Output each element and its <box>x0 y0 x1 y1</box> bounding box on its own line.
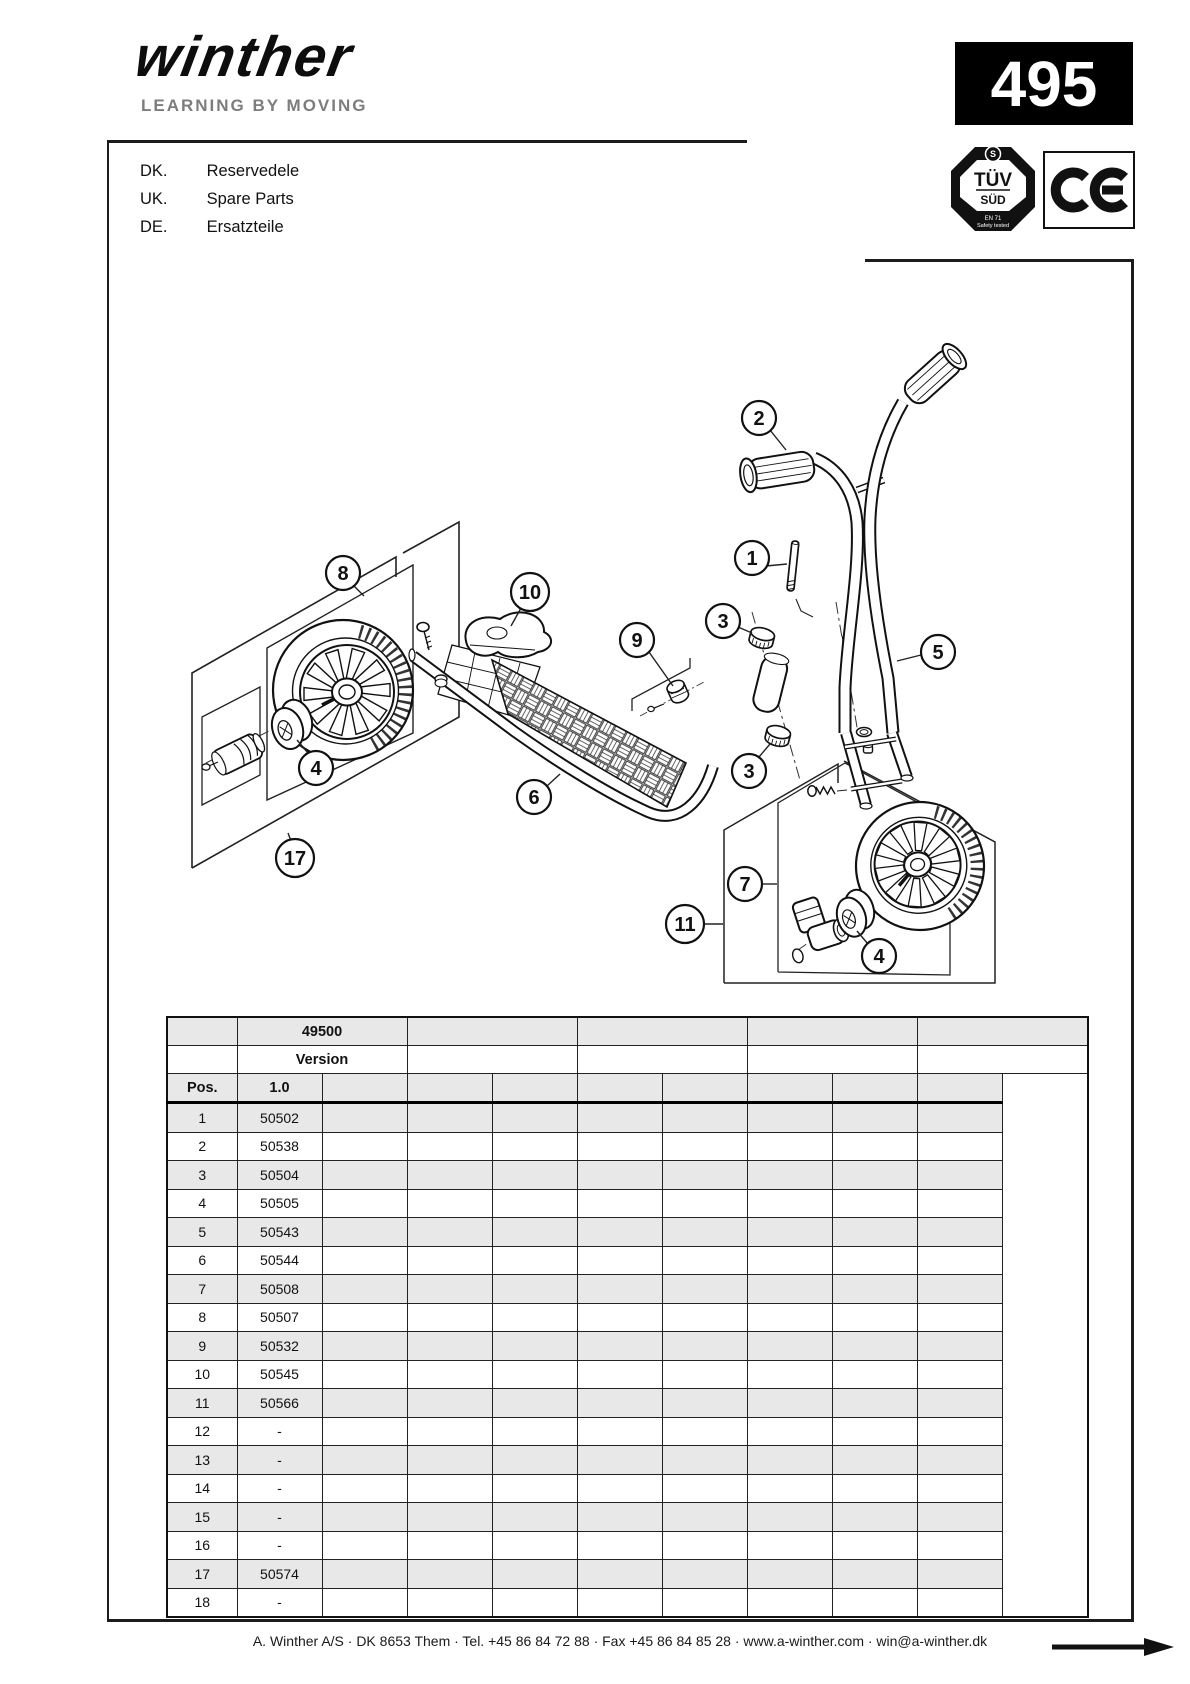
empty-cell <box>577 1046 747 1074</box>
pos-cell: 10 <box>167 1360 237 1389</box>
page-number-box <box>955 42 1133 125</box>
lang-label: Reservedele <box>206 162 300 180</box>
empty-cell <box>577 1074 662 1103</box>
table-row <box>167 1531 1088 1560</box>
frame-border-top <box>107 140 747 143</box>
part-cell: 50504 <box>237 1161 322 1190</box>
head-nut <box>435 675 447 687</box>
part-cell: 50502 <box>237 1103 322 1133</box>
callout-4-rear <box>299 751 333 785</box>
svg-text:4: 4 <box>873 946 885 968</box>
pin-leader-line <box>796 599 813 617</box>
callout-11 <box>666 905 704 943</box>
part-cell: 50543 <box>237 1218 322 1247</box>
svg-text:11: 11 <box>674 914 696 936</box>
lang-row-dk <box>140 162 299 181</box>
table-row <box>167 1132 1088 1161</box>
empty-cell <box>832 1074 917 1103</box>
part-cell: - <box>237 1503 322 1532</box>
table-row <box>167 1189 1088 1218</box>
table-row <box>167 1275 1088 1304</box>
table-row <box>167 1503 1088 1532</box>
part-cell: - <box>237 1417 322 1446</box>
table-row-version-label <box>167 1046 1088 1074</box>
empty-cell <box>492 1074 577 1103</box>
part-cell: 50532 <box>237 1332 322 1361</box>
empty-cell <box>577 1017 747 1046</box>
lang-label: Ersatzteile <box>206 218 284 236</box>
footer-arrow-icon <box>1052 1638 1174 1656</box>
table-row <box>167 1474 1088 1503</box>
callout-2 <box>742 401 776 435</box>
table-row <box>167 1303 1088 1332</box>
svg-text:3: 3 <box>743 761 755 783</box>
table-row <box>167 1446 1088 1475</box>
callout-1 <box>735 541 769 575</box>
callout-5 <box>921 635 955 669</box>
svg-text:6: 6 <box>528 787 540 809</box>
brand-tagline: LEARNING BY MOVING <box>141 96 368 115</box>
svg-text:1: 1 <box>746 548 758 570</box>
table-row <box>167 1389 1088 1418</box>
fork-washer <box>857 728 872 737</box>
part-cell: 50544 <box>237 1246 322 1275</box>
tuv-en71: EN 71 <box>984 216 1002 222</box>
nut-lower <box>764 723 792 748</box>
head-spacer-tube <box>751 651 791 715</box>
lang-row-de <box>140 218 284 237</box>
pos-cell: 16 <box>167 1531 237 1560</box>
table-row <box>167 1360 1088 1389</box>
pos-cell: 1 <box>167 1103 237 1133</box>
part-cell: 50545 <box>237 1360 322 1389</box>
footer-contact: A. Winther A/S · DK 8653 Them · Tel. +45 86 84 72 88 · Fax +45 86 84 85 28 · www.a-winther.com · win@a-winther.dk <box>252 1633 988 1649</box>
svg-text:2: 2 <box>753 408 765 430</box>
version-value-cell: 1.0 <box>237 1074 322 1103</box>
pos-cell: 14 <box>167 1474 237 1503</box>
pos-cell: 17 <box>167 1560 237 1589</box>
empty-cell <box>322 1074 407 1103</box>
svg-text:4: 4 <box>310 758 322 780</box>
lang-code: DK. <box>140 162 168 180</box>
part-cell: 50538 <box>237 1132 322 1161</box>
empty-cell <box>917 1074 1002 1103</box>
table-row <box>167 1218 1088 1247</box>
pos-cell: 11 <box>167 1389 237 1418</box>
head-screw <box>417 623 432 651</box>
front-screw-spring <box>808 786 847 796</box>
callout-17 <box>276 839 314 877</box>
lang-code: UK. <box>140 190 168 208</box>
parts-table-body <box>167 1103 1088 1618</box>
empty-cell <box>167 1017 237 1046</box>
tuv-s: S <box>989 149 997 159</box>
frame-border-bottom <box>107 1619 1134 1622</box>
parts-table <box>166 1016 1089 1618</box>
pos-cell: 7 <box>167 1275 237 1304</box>
pos-cell: 5 <box>167 1218 237 1247</box>
tuv-safety: Safety tested <box>976 223 1010 229</box>
empty-cell <box>662 1074 747 1103</box>
part-cell: 50574 <box>237 1560 322 1589</box>
brand-logo: winther <box>130 25 359 89</box>
part-cell: - <box>237 1588 322 1617</box>
pos-cell: 12 <box>167 1417 237 1446</box>
ce-badge <box>1043 151 1135 229</box>
pos-cell: 3 <box>167 1161 237 1190</box>
table-row-pos-header <box>167 1074 1088 1103</box>
callout-4-front <box>862 939 896 973</box>
pos-cell: 15 <box>167 1503 237 1532</box>
empty-cell <box>917 1046 1088 1074</box>
svg-text:5: 5 <box>932 642 944 664</box>
svg-text:8: 8 <box>337 563 349 585</box>
empty-cell <box>747 1017 917 1046</box>
empty-cell <box>407 1046 577 1074</box>
empty-cell <box>747 1046 917 1074</box>
nut-upper <box>748 625 776 650</box>
part-cell: 50505 <box>237 1189 322 1218</box>
pos-cell: 6 <box>167 1246 237 1275</box>
table-row <box>167 1560 1088 1589</box>
tuv-badge <box>948 144 1038 234</box>
table-row <box>167 1588 1088 1617</box>
right-grip <box>899 340 971 409</box>
tuv-sud: SÜD <box>980 193 1006 207</box>
pos-cell: 18 <box>167 1588 237 1617</box>
lang-row-uk <box>140 190 294 209</box>
part-cell: - <box>237 1446 322 1475</box>
callout-6 <box>517 780 551 814</box>
table-row <box>167 1417 1088 1446</box>
callout-3-lower <box>732 754 766 788</box>
version-label-cell: Version <box>237 1046 407 1074</box>
svg-text:17: 17 <box>283 848 307 870</box>
pos-cell: 8 <box>167 1303 237 1332</box>
table-row <box>167 1161 1088 1190</box>
empty-cell <box>167 1046 237 1074</box>
page-number: 495 <box>990 47 1098 120</box>
pos-cell: 4 <box>167 1189 237 1218</box>
part-cell: 50508 <box>237 1275 322 1304</box>
callout-9 <box>620 623 654 657</box>
exploded-diagram <box>107 261 1135 1010</box>
empty-cell <box>917 1017 1088 1046</box>
part-cell: - <box>237 1474 322 1503</box>
table-row <box>167 1332 1088 1361</box>
empty-cell <box>407 1017 577 1046</box>
pos-cell: 9 <box>167 1332 237 1361</box>
table-row <box>167 1103 1088 1133</box>
empty-cell <box>407 1074 492 1103</box>
lang-code: DE. <box>140 218 168 236</box>
pin-part <box>787 540 800 591</box>
callout-7 <box>728 867 762 901</box>
tuv-text: TÜV <box>974 170 1012 191</box>
callout-8 <box>326 556 360 590</box>
svg-text:3: 3 <box>717 611 729 633</box>
pos-cell: 13 <box>167 1446 237 1475</box>
product-code-cell: 49500 <box>237 1017 407 1046</box>
pos-cell: 2 <box>167 1132 237 1161</box>
head-bracket <box>465 612 551 657</box>
callout-10 <box>511 573 549 611</box>
svg-text:9: 9 <box>631 630 643 652</box>
lang-label: Spare Parts <box>206 190 294 208</box>
empty-cell <box>747 1074 832 1103</box>
part-cell: 50507 <box>237 1303 322 1332</box>
part-cell: - <box>237 1531 322 1560</box>
grip-part <box>738 448 816 493</box>
table-row-product <box>167 1017 1088 1046</box>
pos-label-cell: Pos. <box>167 1074 237 1103</box>
table-row <box>167 1246 1088 1275</box>
svg-text:10: 10 <box>518 582 542 604</box>
part-cell: 50566 <box>237 1389 322 1418</box>
callout-3-upper <box>706 604 740 638</box>
svg-text:7: 7 <box>739 874 751 896</box>
